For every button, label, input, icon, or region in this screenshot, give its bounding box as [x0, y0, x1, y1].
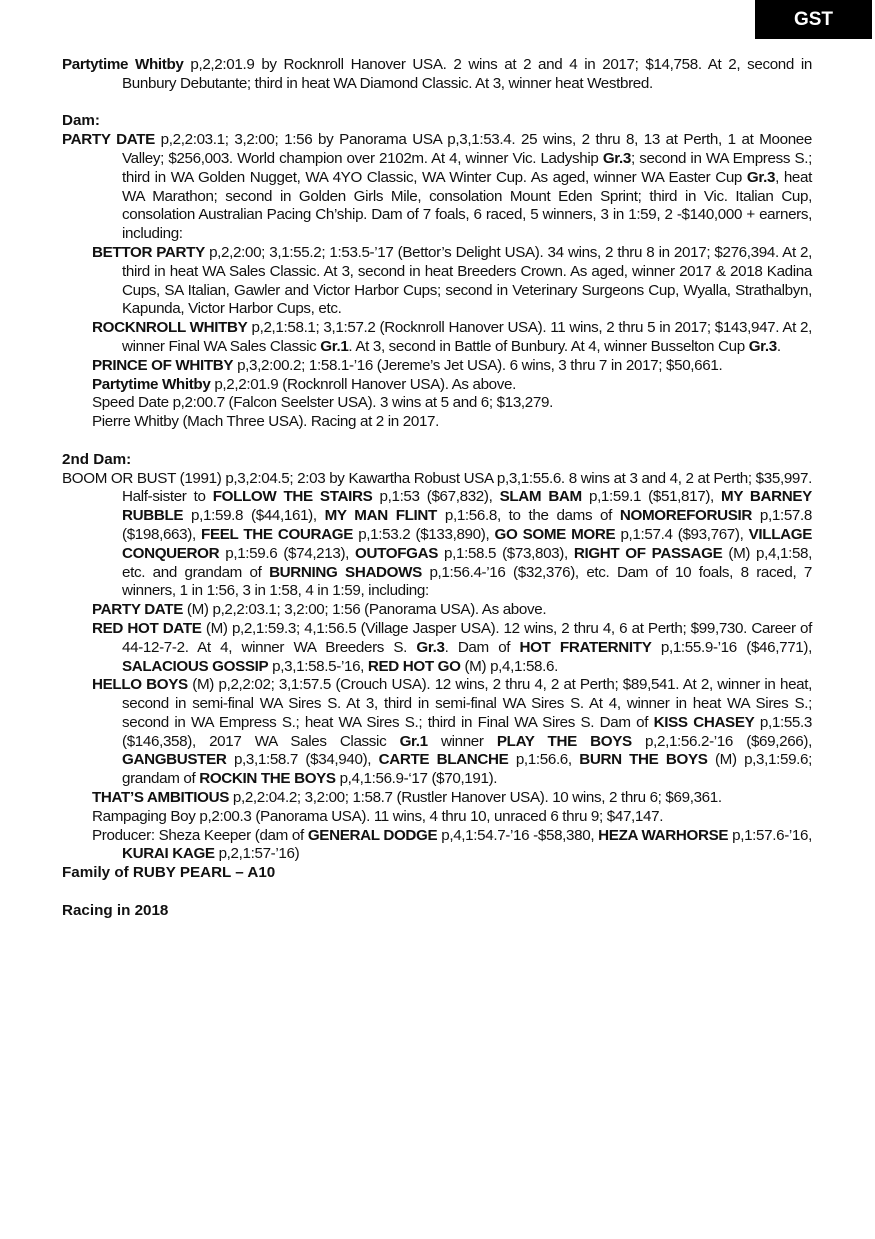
text-run: p,1:57.8 ($198,663), [122, 507, 812, 543]
text-run: (M) p,2,1:59.3; 4,1:56.5 (Village Jasper USA). 12 wins, 2 thru 4, 6 at Perth; $99,730. Career of 44-12-7-2. At 4, winner WA Breeders S. [122, 619, 812, 656]
second-dam-progeny-list [62, 601, 812, 864]
bold-name: THAT’S AMBITIOUS [92, 789, 229, 807]
progeny-entry [62, 413, 812, 432]
bold-name: KISS CHASEY [653, 713, 755, 731]
text-run: , heat WA Marathon; second in Golden Girls Mile, consolation Mount Eden Sprint; third in Vic. Italian Cup, consolation Australian Pacing Ch’ship. Dam of 7 foals, 6 raced, 5 winners, 3 in 1:59, 2 -$140,000 + earners, including: [122, 168, 812, 243]
text-run: p,3,1:58.7 ($34,940), [226, 751, 379, 769]
bold-name: Gr.1 [320, 337, 349, 355]
progeny-entry [62, 319, 812, 357]
bold-name: HEZA WARHORSE [598, 826, 729, 844]
bold-name: Gr.1 [399, 732, 428, 750]
text-run: ; second in WA Empress S.; third in WA Golden Nugget, WA 4YO Classic, WA Winter Cup. As aged, winner WA Easter Cup [122, 149, 812, 186]
bold-name: ROCKNROLL WHITBY [92, 319, 248, 337]
text-run: p,2,2:04.2; 3,2:00; 1:58.7 (Rustler Hanover USA). 10 wins, 2 thru 6; $69,361. [228, 789, 722, 807]
text-run: Speed Date p,2:00.7 (Falcon Seelster USA). 3 wins at 5 and 6; $13,279. [92, 394, 553, 412]
text-run: (M) p,2,2:03.1; 3,2:00; 1:56 (Panorama USA). As above. [183, 601, 547, 619]
bold-name: CARTE BLANCHE [378, 751, 509, 769]
bold-name: Partytime Whitby [92, 375, 211, 393]
text-run: p,4,1:56.9-‘17 ($70,191). [335, 770, 498, 788]
text-run: p,1:53 ($67,832), [372, 488, 500, 506]
bold-name: GO SOME MORE [494, 525, 616, 543]
text-run: (M) p,4,1:58, etc. and grandam of [122, 544, 813, 581]
bold-name: GENERAL DODGE [307, 826, 438, 844]
text-run: p,1:59.8 ($44,161), [183, 507, 325, 525]
bold-name: BETTOR PARTY [92, 243, 205, 261]
dam-progeny-list [62, 244, 812, 432]
progeny-entry [62, 808, 812, 827]
progeny-entry [62, 394, 812, 413]
text-run: winner [427, 732, 497, 750]
text-run: p,1:56.8, to the dams of [436, 507, 620, 525]
text-run: p,1:57.4 ($93,767), [615, 525, 749, 543]
bold-name: FEEL THE COURAGE [201, 525, 354, 543]
text-run: p,3,1:58.5-’16, [268, 657, 368, 675]
text-run: Pierre Whitby (Mach Three USA). Racing at 2 in 2017. [92, 413, 440, 431]
text-run: p,1:57.6-’16, [728, 826, 813, 844]
text-run: p,1:55.9-’16 ($46,771), [651, 638, 812, 656]
progeny-entry [62, 676, 812, 789]
second-dam-main [62, 470, 812, 602]
dam-heading: Dam: [62, 112, 100, 130]
intro-text: p,2,2:01.9 by Rocknroll Hanover USA. 2 wins at 2 and 4 in 2017; $14,758. At 2, second in Bunbury Debutante; third in heat WA Diamond Classic. At 3, winner heat Westbred. [122, 56, 813, 92]
text-run: (M) p,4,1:58.6. [460, 657, 558, 675]
text-run: . Dam of [444, 638, 520, 656]
text-run: . At 3, second in Battle of Bunbury. At 4, winner Busselton Cup [348, 337, 749, 355]
text-run: p,1:55.3 ($146,358), 2017 WA Sales Classic [122, 713, 812, 750]
bold-name: PARTY DATE [92, 601, 184, 619]
bold-name: HELLO BOYS [92, 676, 188, 694]
bold-name: HOT FRATERNITY [519, 638, 652, 656]
text-run: . [776, 337, 781, 355]
bold-name: GANGBUSTER [122, 751, 227, 769]
bold-name: Gr.3 [602, 149, 631, 167]
bold-name: ROCKIN THE BOYS [199, 770, 336, 788]
gst-badge: GST [755, 0, 872, 39]
bold-name: MY BARNEY RUBBLE [122, 488, 812, 525]
text-run: BOOM OR BUST (1991) p,3,2:04.5; 2:03 by Kawartha Robust USA p,3,1:55.6. 8 wins at 3 and 4, 2 at Perth; $35,997. Half-sister to [62, 469, 812, 506]
bold-name: RIGHT OF PASSAGE [573, 544, 723, 562]
text-run: p,1:59.6 ($74,213), [219, 544, 356, 562]
horse-name: Partytime Whitby [62, 56, 184, 73]
text-run: p,2,2:03.1; 3,2:00; 1:56 by Panorama USA p,3,1:53.4. 25 wins, 2 thru 8, 13 at Perth, 1 at Moonee Valley; $256,003. World champion over 2102m. At 4, winner Vic. Ladyship [122, 131, 812, 167]
progeny-entry [62, 244, 812, 319]
text-run: p,2,1:57-’16) [214, 845, 300, 863]
bold-name: KURAI KAGE [122, 845, 215, 863]
bold-name: BURN THE BOYS [579, 751, 708, 769]
bold-name: BURNING SHADOWS [269, 563, 422, 581]
text-run: p,2,2:01.9 (Rocknroll Hanover USA). As above. [210, 375, 516, 393]
progeny-entry [62, 376, 812, 395]
pedigree-page [62, 56, 812, 921]
progeny-entry [62, 827, 812, 865]
text-run: Producer: Sheza Keeper (dam of [92, 826, 308, 844]
bold-name: FOLLOW THE STAIRS [212, 488, 373, 506]
text-run: p,1:59.1 ($51,817), [581, 488, 722, 506]
bold-name: SALACIOUS GOSSIP [122, 657, 269, 675]
text-run: p,1:58.5 ($73,803), [438, 544, 574, 562]
dam-main [62, 131, 812, 244]
bold-name: PLAY THE BOYS [496, 732, 632, 750]
text-run: p,1:56.6, [508, 751, 580, 769]
bold-name: NOMOREFORUSIR [619, 507, 753, 525]
bold-name: PARTY DATE [62, 131, 155, 149]
bold-name: RED HOT GO [367, 657, 461, 675]
bold-name: MY MAN FLINT [324, 507, 437, 525]
bold-name: RED HOT DATE [92, 619, 202, 637]
text-run: p,2,1:56.2-’16 ($69,266), [631, 732, 812, 750]
text-run: p,1:56.4-’16 ($32,376), etc. Dam of 10 foals, 8 raced, 7 winners, 1 in 1:56, 3 in 1:58, 4 in 1:59, including: [122, 563, 812, 600]
intro-paragraph [62, 56, 812, 94]
bold-name: Gr.3 [748, 337, 777, 355]
bold-name: OUTOFGAS [355, 544, 439, 562]
family-line: Family of RUBY PEARL – A10 [62, 864, 276, 882]
bold-name: VILLAGE CONQUEROR [122, 525, 813, 562]
bold-name: Gr.3 [746, 168, 776, 186]
text-run: p,1:53.2 ($133,890), [353, 525, 495, 543]
text-run: p,4,1:54.7-’16 -$58,380, [437, 826, 599, 844]
text-run: p,3,2:00.2; 1:58.1-’16 (Jereme’s Jet USA). 6 wins, 3 thru 7 in 2017; $50,661. [233, 356, 723, 374]
racing-heading: Racing in 2018 [62, 901, 169, 919]
text-run: p,2,1:58.1; 3,1:57.2 (Rocknroll Hanover USA). 11 wins, 2 thru 5 in 2017; $143,947. At 2, winner Final WA Sales Classic [122, 319, 812, 355]
progeny-entry [62, 789, 812, 808]
progeny-entry [62, 601, 812, 620]
second-dam-heading: 2nd Dam: [62, 450, 132, 468]
bold-name: PRINCE OF WHITBY [92, 356, 234, 374]
bold-name: SLAM BAM [499, 488, 582, 506]
text-run: (M) p,3,1:59.6; grandam of [122, 751, 813, 788]
bold-name: Gr.3 [416, 638, 445, 656]
text-run: (M) p,2,2:02; 3,1:57.5 (Crouch USA). 12 wins, 2 thru 4, 2 at Perth; $89,541. At 2, winner in heat, second in semi-final WA Sires S. At 3, third in semi-final WA Sires S. At 4, winner in heat WA Sires S.; second in WA Empress S.; heat WA Sires S.; third in Final WA Sires S. Dam of [122, 676, 812, 731]
text-run: Rampaging Boy p,2:00.3 (Panorama USA). 11 wins, 4 thru 10, unraced 6 thru 9; $47,147. [92, 807, 664, 825]
progeny-entry [62, 357, 812, 376]
progeny-entry [62, 620, 812, 676]
text-run: p,2,2:00; 3,1:55.2; 1:53.5-’17 (Bettor’s Delight USA). 34 wins, 2 thru 8 in 2017; $276,394. At 2, third in heat WA Sales Classic. At 3, second in heat Breeders Crown. As aged, winner 2017 & 2018 Kadina Cups, SA Italian, Gawler and Victor Harbor Cups; second in Veterinary Surgeons Cup, Wyalla, Strathalbyn, Kapunda, Victor Harbor Cups, etc. [122, 243, 813, 318]
